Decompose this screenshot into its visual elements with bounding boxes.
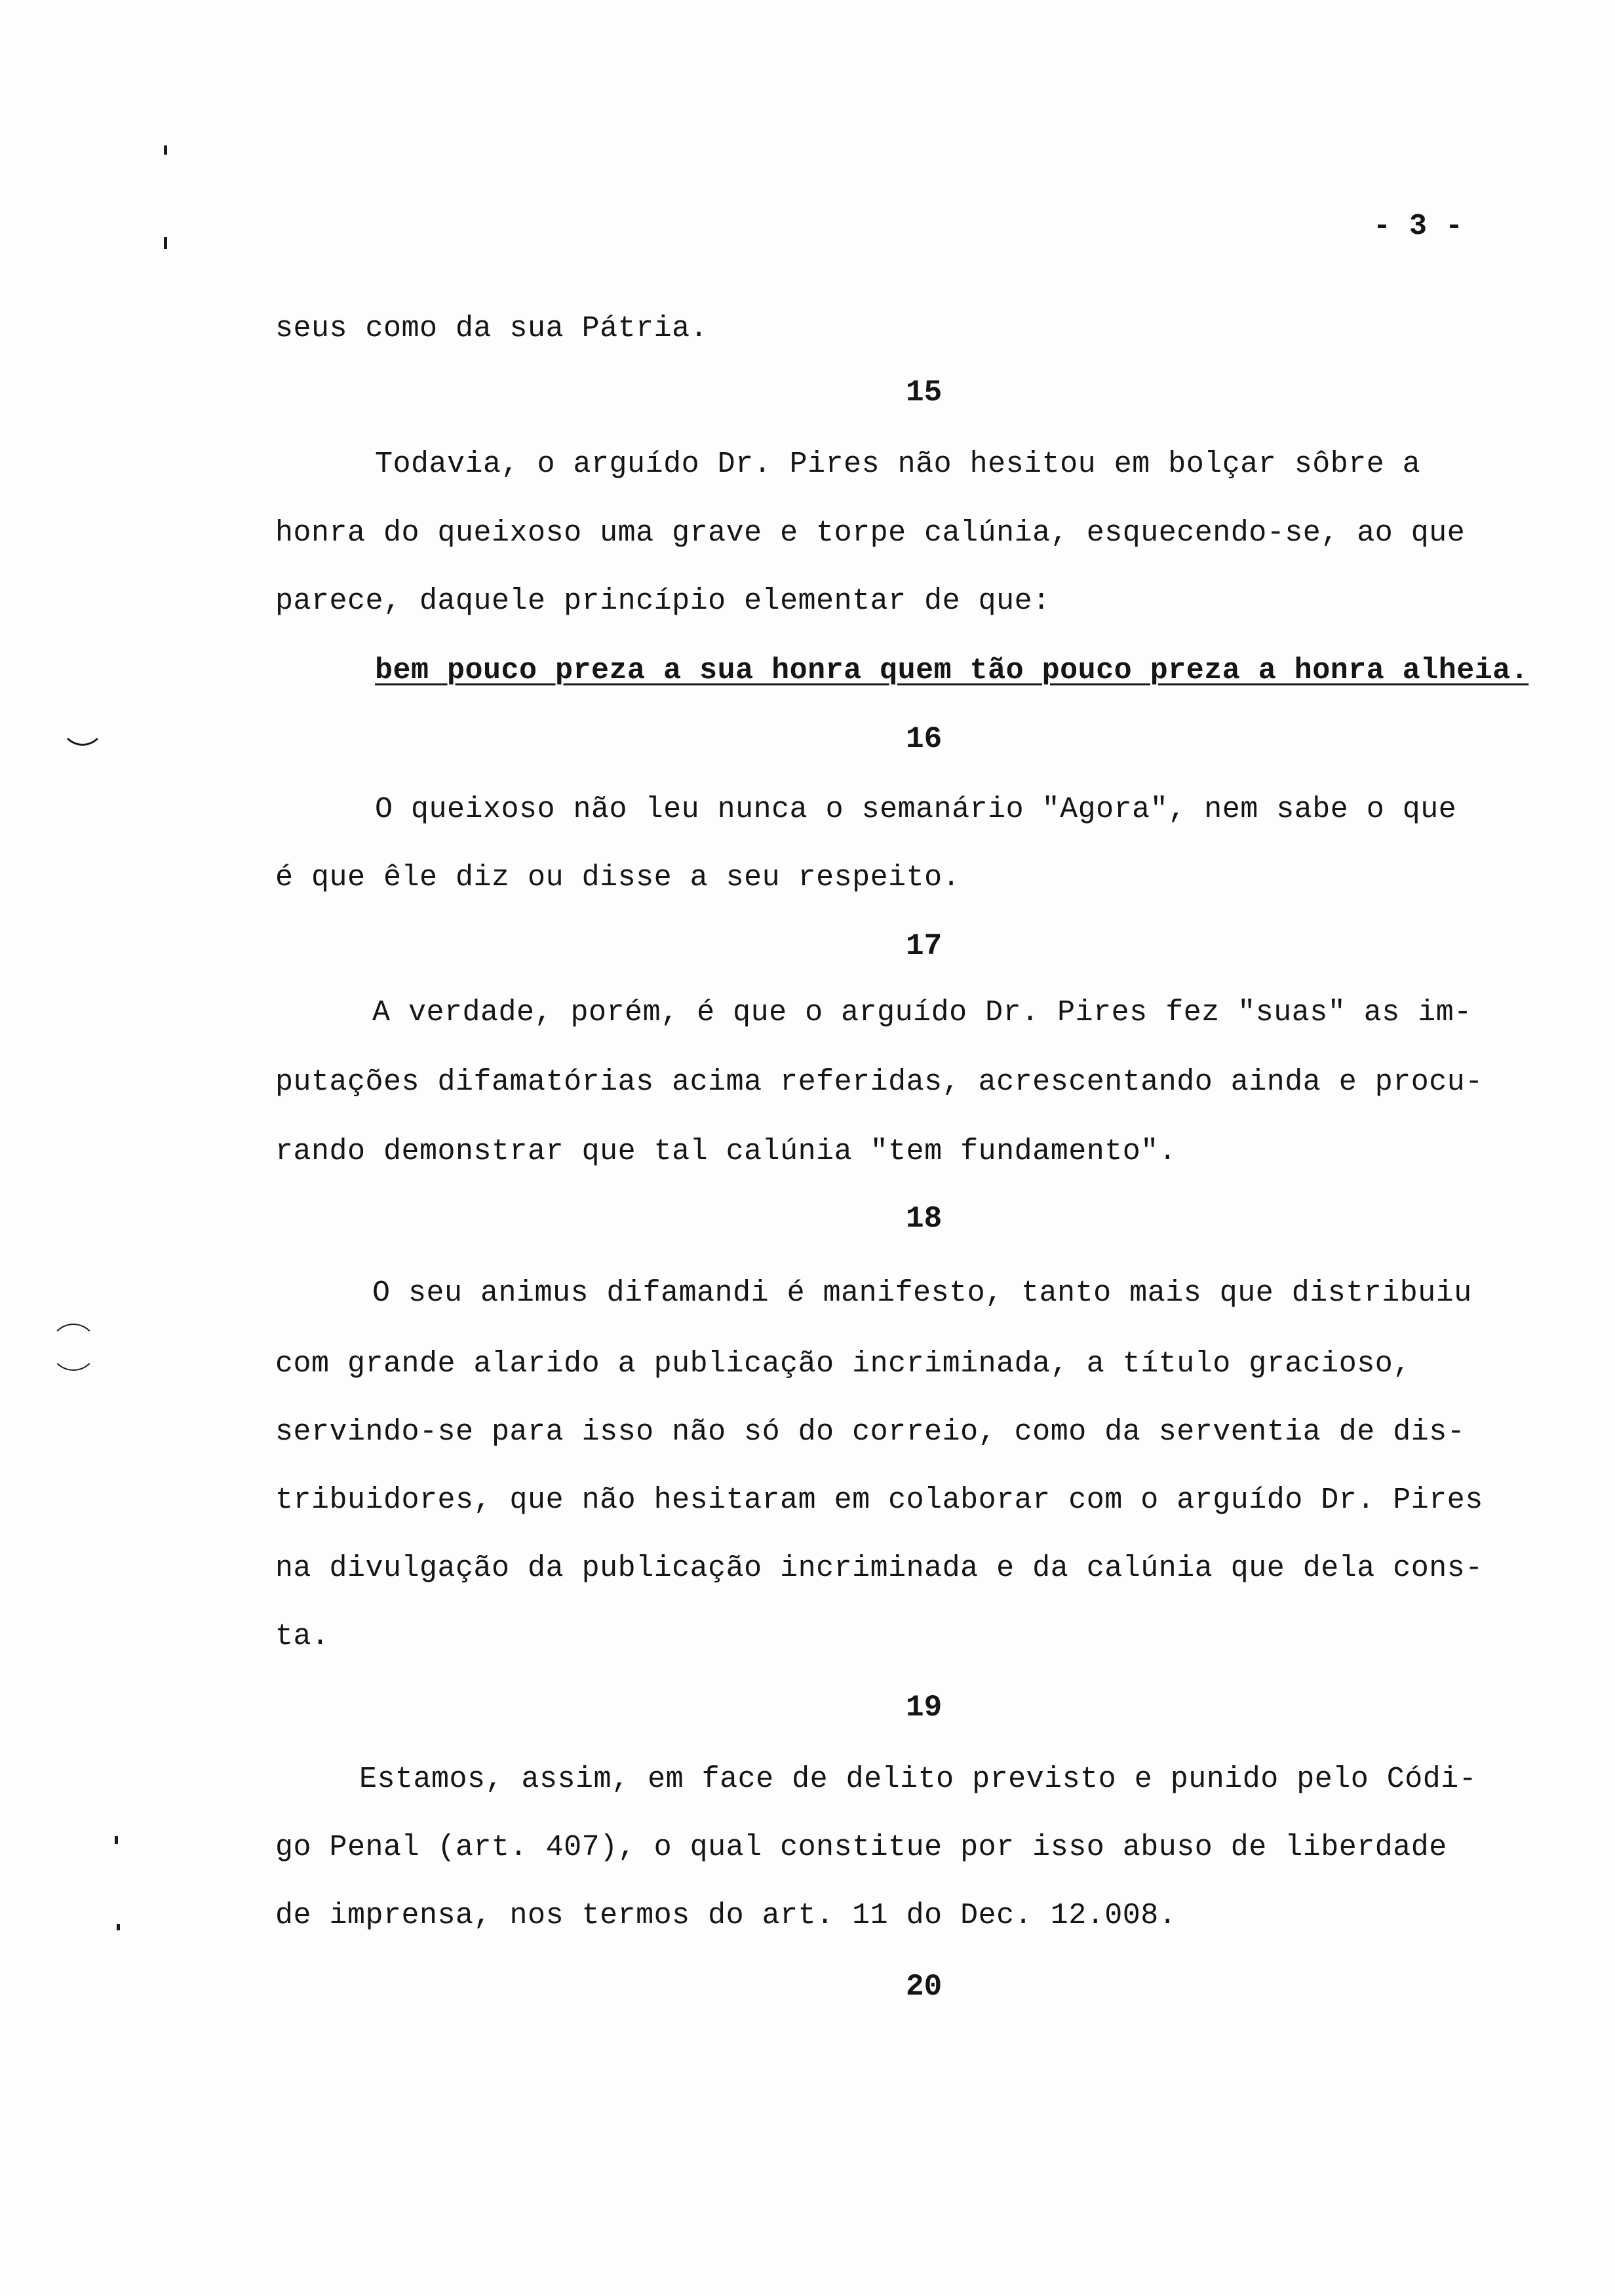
margin-speck: [164, 237, 167, 249]
text-line: putações difamatórias acima referidas, acrescentando ainda e procu-: [275, 1065, 1483, 1099]
text-line: O seu animus difamandi é manifesto, tanto mais que distribuiu: [372, 1276, 1472, 1310]
paragraph-number: 19: [906, 1691, 943, 1725]
paragraph-number: 20: [906, 1970, 943, 2004]
paragraph-number: 15: [906, 375, 943, 410]
underlined-quote: bem pouco preza a sua honra quem tão pouco preza a honra alheia.: [375, 654, 1529, 687]
paragraph-number: 17: [906, 929, 943, 963]
text-line: Todavia, o arguído Dr. Pires não hesitou em bolçar sôbre a: [375, 448, 1421, 481]
text-line: A verdade, porém, é que o arguído Dr. Pires fez "suas" as im-: [372, 996, 1472, 1029]
text-line: Estamos, assim, em face de delito previsto e punido pelo Códi-: [359, 1763, 1477, 1796]
punch-hole-mark: [60, 701, 105, 746]
paragraph-number: 18: [906, 1202, 943, 1236]
paragraph-number: 16: [906, 722, 943, 756]
margin-speck: [117, 1924, 120, 1930]
text-line: ta.: [275, 1620, 330, 1653]
punch-hole-mark: [50, 1324, 97, 1371]
text-line: é que êle diz ou disse a seu respeito.: [275, 861, 961, 894]
text-line: rando demonstrar que tal calúnia "tem fundamento".: [275, 1135, 1177, 1168]
text-line: O queixoso não leu nunca o semanário "Agora", nem sabe o que: [375, 793, 1457, 826]
page-number: - 3 -: [1373, 210, 1464, 243]
text-line: na divulgação da publicação incriminada e da calúnia que dela cons-: [275, 1552, 1483, 1585]
text-line: parece, daquele princípio elementar de que:: [275, 584, 1051, 618]
margin-speck: [164, 145, 167, 155]
text-line: tribuidores, que não hesitaram em colaborar com o arguído Dr. Pires: [275, 1483, 1483, 1517]
text-line: de imprensa, nos termos do art. 11 do Dec. 12.008.: [275, 1899, 1177, 1932]
text-line: servindo-se para isso não só do correio, como da serventia de dis-: [275, 1415, 1466, 1449]
text-line: seus como da sua Pátria.: [275, 312, 709, 345]
margin-speck: [115, 1836, 118, 1844]
text-line: honra do queixoso uma grave e torpe calúnia, esquecendo-se, ao que: [275, 516, 1466, 550]
text-line: go Penal (art. 407), o qual constitue por isso abuso de liberdade: [275, 1831, 1447, 1864]
text-line: com grande alarido a publicação incriminada, a título gracioso,: [275, 1347, 1411, 1381]
